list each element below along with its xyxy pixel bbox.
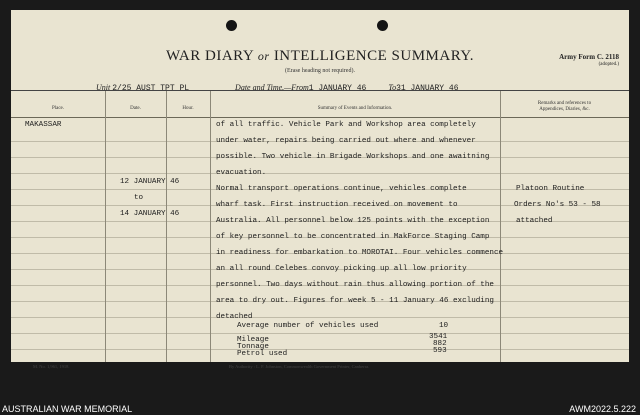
col-header-remarks-line2: Appendices, Diaries, &c. [539, 107, 590, 112]
unit-date-row [96, 83, 459, 93]
col-header-place: Place. [51, 106, 65, 111]
col-header-remarks-line1: Remarks and references to [537, 101, 592, 106]
summary-line: in readiness for embarkation to MOROTAI. Four vehicles commence [216, 249, 504, 257]
col-header-date: Date. [130, 106, 141, 111]
caption-accession: AWM2022.5.222 [569, 404, 636, 414]
column-divider [105, 91, 106, 362]
column-divider [166, 91, 167, 362]
tonnage-label: Tonnage [237, 343, 269, 351]
summary-line: wharf task. First instruction received on movement to [216, 201, 458, 209]
form-adopted: (adopted.) [598, 62, 619, 67]
ruled-line [11, 317, 629, 318]
title-or: or [257, 49, 270, 63]
entry-date-to-word: to [134, 194, 144, 202]
summary-line: detached [216, 313, 253, 321]
date-to-label: To [388, 83, 397, 92]
diary-page [11, 10, 629, 369]
column-divider [500, 91, 501, 362]
entry-place: MAKASSAR [25, 121, 62, 129]
column-divider [210, 91, 211, 362]
summary-line: of key personnel to be concentrated in MakForce Staging Camp [216, 233, 490, 241]
summary-line: evacuation. [216, 169, 267, 177]
summary-line: of all traffic. Vehicle Park and Workshop area completely [216, 121, 476, 129]
footer-print-code: M. No. 1,961, 1918. [33, 364, 70, 369]
date-from: 1 JANUARY 46 [308, 84, 367, 93]
summary-line: an all round Celebes convoy picking up all low priority [216, 265, 467, 273]
punch-hole [226, 20, 237, 31]
mileage-label: Mileage [237, 336, 269, 344]
stats-label: Average number of vehicles used [237, 322, 379, 330]
summary-line: under water, repairs being carried out where and whenever [216, 137, 476, 145]
remarks-line: attached [516, 217, 553, 225]
caption-archive: AUSTRALIAN WAR MEMORIAL [2, 404, 133, 414]
title-war-diary: WAR DIARY [165, 48, 254, 64]
date-label: Date and Time.—From [235, 83, 309, 92]
col-header-remarks [500, 101, 629, 113]
entry-date-to: 14 JANUARY 46 [120, 210, 180, 218]
remarks-line: Orders No's 53 - 58 [514, 201, 601, 209]
unit-label: Unit [96, 83, 111, 92]
ruled-line [11, 349, 629, 350]
summary-line: possible. Two vehicle in Brigade Workshops and one awaitning [216, 153, 490, 161]
ruled-line [11, 333, 629, 334]
column-header-rule [11, 117, 629, 118]
tonnage-value: 882 [433, 340, 447, 348]
form-number-text: Army Form C. 2118 [559, 53, 619, 61]
punch-hole [377, 20, 388, 31]
date-to: 31 JANUARY 46 [396, 84, 459, 93]
col-header-summary: Summary of Events and Information. [317, 106, 393, 111]
entry-date-from: 12 JANUARY 46 [120, 178, 180, 186]
summary-line: area to dry out. Figures for week 5 - 11 January 46 excluding [216, 297, 494, 305]
form-title [11, 48, 629, 65]
summary-line: personnel. Two days without rain thus allowing portion of the [216, 281, 494, 289]
summary-line: Australia. All personnel below 125 points with the exception [216, 217, 490, 225]
form-subtitle: (Erase heading not required). [285, 68, 355, 74]
mileage-value: 3541 [429, 333, 448, 341]
col-header-hour: Hour. [182, 106, 194, 111]
footer-printer: By Authority : L. F. Johnston, Commonwealth Government Printer, Canberra. [229, 364, 370, 369]
petrol-label: Petrol used [237, 350, 288, 358]
unit-value: 2/25 AUST TPT PL [112, 84, 190, 93]
form-number [559, 53, 619, 69]
stats-value: 10 [439, 322, 449, 330]
remarks-line: Platoon Routine [516, 185, 585, 193]
petrol-value: 593 [433, 347, 447, 355]
header-rule [11, 90, 629, 91]
summary-line: Normal transport operations continue, vehicles complete [216, 185, 467, 193]
title-intelligence-summary: INTELLIGENCE SUMMARY. [273, 48, 475, 64]
ruled-line [11, 173, 629, 174]
